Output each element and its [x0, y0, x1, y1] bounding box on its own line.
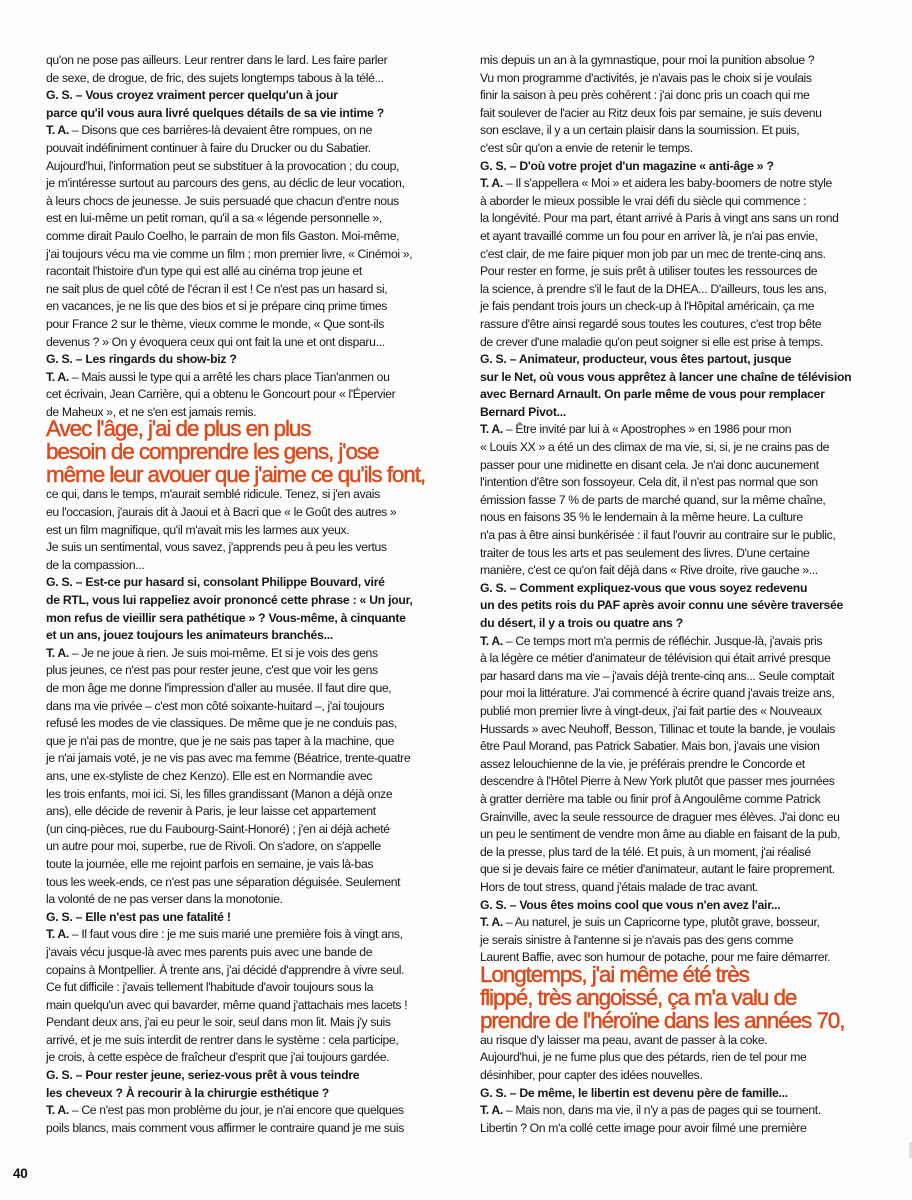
question-line: G. S. – Animateur, producteur, vous êtes partout, jusque — [480, 352, 792, 367]
body-line: son esclave, il y a un certain plaisir dans la soumission. Et puis, — [480, 123, 800, 138]
body-line: un autre pour moi, superbe, rue de Rivoli. On s'adore, on s'appelle — [46, 839, 381, 854]
body-line: que je n'ai pas de montre, que je ne sais pas taper à la machine, que — [46, 733, 395, 748]
speaker-initials: T. A. — [46, 123, 69, 138]
body-line: mis depuis un an à la gymnastique, pour moi la punition absolue ? — [480, 53, 815, 67]
body-line: c'est clair, de me faire piquer mon job par un mec de trente-cinq ans. — [480, 246, 826, 261]
body-line: de la compassion... — [46, 557, 145, 572]
question-line: G. S. – Les ringards du show-biz ? — [46, 352, 237, 367]
body-line: traiter de tous les arts et pas seulement des livres. D'une certaine — [480, 545, 810, 560]
body-line: assez lelouchienne de la vie, je préférais prendre le Concorde et — [480, 756, 805, 771]
article-columns — [46, 52, 898, 1137]
body-line: cet écrivain, Jean Carrière, qui a obtenu le Goncourt pour « l'Épervier — [46, 387, 396, 402]
body-line: Hors de tout stress, quand j'étais malade de trac avant. — [480, 879, 759, 894]
speaker-initials: T. A. — [480, 176, 503, 191]
body-line: à la légère ce métier d'animateur de télévision qui était arrivé presque — [480, 651, 831, 666]
body-line: refusé les modes de vie classiques. De même que je ne conduis pas, — [46, 716, 397, 731]
body-line: de crever d'une maladie qu'on peut soigner si elle est prise à temps. — [480, 334, 823, 349]
body-line: je m'intéresse surtout au parcours des gens, au déclic de leur vocation, — [46, 176, 405, 191]
pull-quote-line: Avec l'âge, j'ai de plus en plus — [46, 416, 311, 442]
question-line: sur le Net, où vous vous apprêtez à lancer une chaîne de télévision — [480, 369, 852, 384]
speaker-initials: T. A. — [480, 422, 503, 437]
body-line: nous en faisons 35 % le lendemain à la même heure. La culture — [480, 510, 803, 525]
body-line: plus jeunes, ce n'est pas pour rester jeune, c'est que voir les gens — [46, 663, 378, 678]
question-line: Bernard Pivot... — [480, 404, 567, 419]
answer-line: T. A. – Je ne joue à rien. Je suis moi-même. Et si je vois des gens — [46, 645, 378, 660]
body-line: Libertin ? On m'a collé cette image pour avoir filmé une première — [480, 1120, 807, 1135]
question-line: du désert, il y a trois ou quatre ans ? — [480, 616, 683, 630]
body-line: passer pour une midinette en disant cela. Je n'ai donc aucunement — [480, 457, 819, 472]
body-line: Aujourd'hui, l'information peut se substituer à la provocation ; du coup, — [46, 158, 400, 173]
body-line: j'ai toujours vécu ma vie comme un film ; mon premier livre, « Cinémoi », — [46, 246, 413, 261]
text-column-left — [46, 52, 458, 1137]
question-line: G. S. – Est-ce pur hasard si, consolant Philippe Bouvard, viré — [46, 575, 385, 590]
answer-line: T. A. – Ce temps mort m'a permis de réfléchir. Jusque-là, j'avais pris — [480, 633, 823, 648]
pull-quote-line: prendre de l'héroïne dans les années 70, — [480, 1007, 845, 1033]
body-line: je crois, à cette espèce de fraîcheur d'esprit que j'ai toujours gardée. — [46, 1050, 390, 1065]
body-line: devenus ? » On y évoquera ceux qui ont fait la une et ont disparu... — [46, 334, 385, 349]
body-line: ans), elle décide de revenir à Paris, je leur laisse cet appartement — [46, 804, 376, 819]
body-line: émission fasse 7 % de parts de marché quand, sur la même chaîne, — [480, 492, 826, 507]
question-line: et un ans, jouez toujours les animateurs branchés... — [46, 628, 334, 643]
body-line: Je suis un sentimental, vous savez, j'apprends peu à peu les vertus — [46, 540, 387, 555]
body-line: Aujourd'hui, je ne fume plus que des pétards, rien de tel pour me — [480, 1050, 807, 1065]
body-line: publié mon premier livre à vingt-deux, j'ai fait partie des « Nouveaux — [480, 703, 822, 718]
pull-quote-line: besoin de comprendre les gens, j'ose — [46, 439, 379, 465]
body-line: « Louis XX » a été un des climax de ma vie, si, si, je ne crains pas de — [480, 440, 830, 455]
question-line: G. S. – Comment expliquez-vous que vous soyez redevenu — [480, 580, 808, 595]
speaker-initials: T. A. — [46, 927, 69, 942]
body-line: arrivé, et je me suis interdit de rentrer dans le système : cela participe, — [46, 1032, 399, 1047]
page-number: 40 — [13, 1166, 28, 1181]
question-line: avec Bernard Arnault. On parle même de vous pour remplacer — [480, 387, 825, 402]
question-line: G. S. – Elle n'est pas une fatalité ! — [46, 909, 231, 924]
body-line: Pour rester en forme, je suis prêt à utiliser toutes les ressources de — [480, 264, 818, 279]
body-line: à leurs chocs de jeunesse. Je suis persuadé que chacun d'entre nous — [46, 193, 399, 208]
body-line: poils blancs, mais comment vous affirmer le contraire quand je me suis — [46, 1120, 404, 1135]
body-line: c'est sûr qu'on a envie de retenir le temps. — [480, 140, 693, 155]
body-line: fait soulever de l'acier au Ritz deux fois par semaine, je suis devenu — [480, 105, 822, 120]
body-line: racontait l'histoire d'un type qui est allé au cinéma trop jeune et — [46, 264, 362, 279]
body-line: à aborder le mieux possible le vrai défi du siècle qui commence : — [480, 193, 807, 208]
answer-line: T. A. – Ce n'est pas mon problème du jour, je n'ai encore que quelques — [46, 1103, 404, 1118]
answer-line: T. A. – Il s'appellera « Moi » et aidera les baby-boomers de notre style — [480, 176, 832, 191]
pull-quote-line: flippé, très angoissé, ça m'a valu de — [480, 984, 797, 1010]
body-line: finir la saison à peu près cohérent : j'ai donc pris un coach qui me — [480, 88, 810, 103]
body-line: descendre à l'Hôtel Pierre à New York plutôt que passer mes journées — [480, 774, 835, 789]
body-line: main quelqu'un avec qui bavarder, même quand j'attachais mes lacets ! — [46, 997, 408, 1012]
text-column-right — [480, 52, 898, 1137]
body-line: l'intention d'être son fossoyeur. Cela dit, il n'est pas normal que son — [480, 475, 818, 490]
body-line: la volonté de ne pas verser dans la monotonie. — [46, 892, 283, 907]
question-line: parce qu'il vous aura livré quelques détails de sa vie intime ? — [46, 105, 385, 120]
body-line: je n'ai jamais voté, je ne vis pas avec ma femme (Béatrice, trente-quatre — [46, 751, 411, 766]
body-line: est un film magnifique, qu'il m'avait mis les larmes aux yeux. — [46, 522, 350, 537]
body-line: de Maheux », et ne s'en est jamais remis. — [46, 404, 257, 419]
body-line: eu l'occasion, j'aurais dit à Jaoui et à Bacri que « le Goût des autres » — [46, 505, 397, 520]
body-line: que si je devais faire ce métier d'animateur, autant le faire proprement. — [480, 862, 835, 877]
body-line: ans, une ex-styliste de chez Kenzo). Elle est en Normandie avec — [46, 768, 373, 783]
answer-line: T. A. – Mais non, dans ma vie, il n'y a pas de pages qui se tournent. — [480, 1103, 821, 1118]
body-line: et ayant travaillé comme un fou pour en arriver là, je n'ai pas envie, — [480, 228, 818, 243]
body-line: les trois enfants, moi ici. Si, les filles grandissant (Manon a déjà onze — [46, 786, 393, 801]
question-line: un des petits rois du PAF après avoir connu une sévère traversée — [480, 598, 844, 613]
answer-line: T. A. – Au naturel, je suis un Capricorne type, plutôt grave, bosseur, — [480, 915, 820, 930]
body-line: par hasard dans ma vie – j'avais déjà trente-cinq ans... Seule comptait — [480, 668, 835, 683]
body-line: en vacances, je ne lis que des bios et si je prépare cinq prime times — [46, 299, 387, 314]
pull-quote-line: même leur avouer que j'aime ce qu'ils font, — [46, 462, 426, 488]
question-line: G. S. – Vous croyez vraiment percer quelqu'un à jour — [46, 88, 338, 103]
answer-line: T. A. – Mais aussi le type qui a arrêté les chars place Tian'anmen ou — [46, 369, 390, 384]
body-line: à gratter derrière ma table ou finir prof à Angoulême comme Patrick — [480, 791, 821, 806]
speaker-initials: T. A. — [480, 633, 503, 648]
body-line: désinhiber, pour capter des idées nouvelles. — [480, 1068, 703, 1083]
body-line: rassure d'être ainsi regardé sous toutes les coutures, c'est trop bête — [480, 316, 822, 331]
body-line: toute la journée, elle me rejoint parfois en semaine, je vais là-bas — [46, 856, 374, 871]
body-line: un peu le sentiment de vendre mon âme au diable en faisant de la pub, — [480, 827, 841, 842]
body-line: pour moi la littérature. J'ai commencé à écrire quand j'avais treize ans, — [480, 686, 835, 701]
question-line: de RTL, vous lui rappeliez avoir prononcé cette phrase : « Un jour, — [46, 593, 413, 608]
question-line: G. S. – D'où votre projet d'un magazine « anti-âge » ? — [480, 158, 774, 173]
body-line: ce qui, dans le temps, m'aurait semblé ridicule. Tenez, si j'en avais — [46, 487, 380, 502]
body-line: copains à Montpellier. À trente ans, j'ai décidé d'apprendre à vivre seul. — [46, 962, 405, 977]
body-line: Vu mon programme d'activités, je n'avais pas le choix si je voulais — [480, 70, 812, 85]
body-line: (un cinq-pièces, rue du Faubourg-Saint-Honoré) ; j'en ai déjà acheté — [46, 821, 390, 836]
body-line: de la presse, plus tard de la télé. Et puis, à un moment, j'ai réalisé — [480, 844, 811, 859]
body-line: est en lui-même un petit roman, qu'il a sa « légende personnelle », — [46, 211, 382, 226]
body-line: j'avais vécu jusque-là avec mes parents puis avec une bande de — [46, 944, 373, 959]
body-line: Hussards » avec Neuhoff, Besson, Tillinac et toute la bande, je voulais — [480, 721, 835, 736]
body-line: pour France 2 sur le thème, vieux comme le monde, « Que sont-ils — [46, 316, 384, 331]
body-line: être Paul Morand, pas Patrick Sabatier. Mais bon, j'avais une vision — [480, 739, 820, 754]
speaker-initials: T. A. — [46, 369, 69, 384]
answer-line: T. A. – Être invité par lui à « Apostrophes » en 1986 pour mon — [480, 422, 792, 437]
question-line: G. S. – De même, le libertin est devenu père de famille... — [480, 1085, 788, 1100]
speaker-initials: T. A. — [480, 1103, 503, 1118]
speaker-initials: T. A. — [480, 915, 503, 930]
question-line: les cheveux ? À recourir à la chirurgie esthétique ? — [46, 1085, 329, 1100]
body-line: la longévité. Pour ma part, étant arrivé à Paris à vingt ans sans un rond — [480, 211, 839, 226]
body-line: Grainville, avec la seule ressource de draguer mes élèves. J'ai donc eu — [480, 809, 840, 824]
body-line: au risque d'y laisser ma peau, avant de passer à la coke. — [480, 1032, 768, 1047]
question-line: G. S. – Vous êtes moins cool que vous n'en avez l'air... — [480, 897, 781, 912]
body-line: pouvait indéfiniment continuer à faire du Drucker ou du Sabatier. — [46, 140, 371, 155]
body-line: dans ma vie privée – c'est mon côté soixante-huitard –, j'ai toujours — [46, 698, 385, 713]
question-line: mon refus de vieillir sera pathétique » ? Vous-même, à cinquante — [46, 610, 406, 625]
answer-line: T. A. – Il faut vous dire : je me suis marié une première fois à vingt ans, — [46, 927, 403, 942]
body-line: je serais sinistre à l'antenne si je n'avais pas des gens comme — [480, 932, 794, 947]
body-line: Pendant deux ans, j'ai eu peur le soir, seul dans mon lit. Mais j'y suis — [46, 1015, 391, 1030]
body-line: je fais pendant trois jours un check-up à l'Hôpital américain, ça me — [480, 299, 815, 314]
answer-line: T. A. – Disons que ces barrières-là devaient être rompues, on ne — [46, 123, 373, 138]
body-line: la science, à prendre s'il le faut de la DHEA... D'ailleurs, tous les ans, — [480, 281, 827, 296]
speaker-initials: T. A. — [46, 645, 69, 660]
body-line: n'a pas à être ainsi bunkérisée : il faut l'ouvrir au contraire sur le public, — [480, 528, 836, 543]
speaker-initials: T. A. — [46, 1103, 69, 1118]
body-line: tous les week-ends, ce n'est pas une séparation déguisée. Seulement — [46, 874, 401, 889]
body-line: qu'on ne pose pas ailleurs. Leur rentrer dans le lard. Les faire parler — [46, 53, 388, 67]
question-line: G. S. – Pour rester jeune, seriez-vous prêt à vous teindre — [46, 1068, 360, 1083]
body-line: manière, c'est ce qu'on fait déjà dans « Rive droite, rive gauche »... — [480, 563, 818, 578]
body-line: de mon âge me donne l'impression d'aller au musée. Il faut dire que, — [46, 681, 392, 695]
pull-quote-line: Longtemps, j'ai même été très — [480, 961, 749, 987]
body-line: de sexe, de drogue, de fric, des sujets longtemps tabous à la télé... — [46, 70, 384, 85]
body-line: Ce fut difficile : j'avais tellement l'habitude d'avoir toujours sous la — [46, 980, 374, 995]
body-line: comme dirait Paulo Coelho, le parrain de mon fils Gaston. Moi-même, — [46, 228, 400, 243]
body-line: ne sait plus de quel côté de l'écran il est ! Ce n'est pas un hasard si, — [46, 281, 388, 296]
body-line: Laurent Baffie, avec son humour de potache, pour me faire démarrer. — [480, 950, 831, 965]
